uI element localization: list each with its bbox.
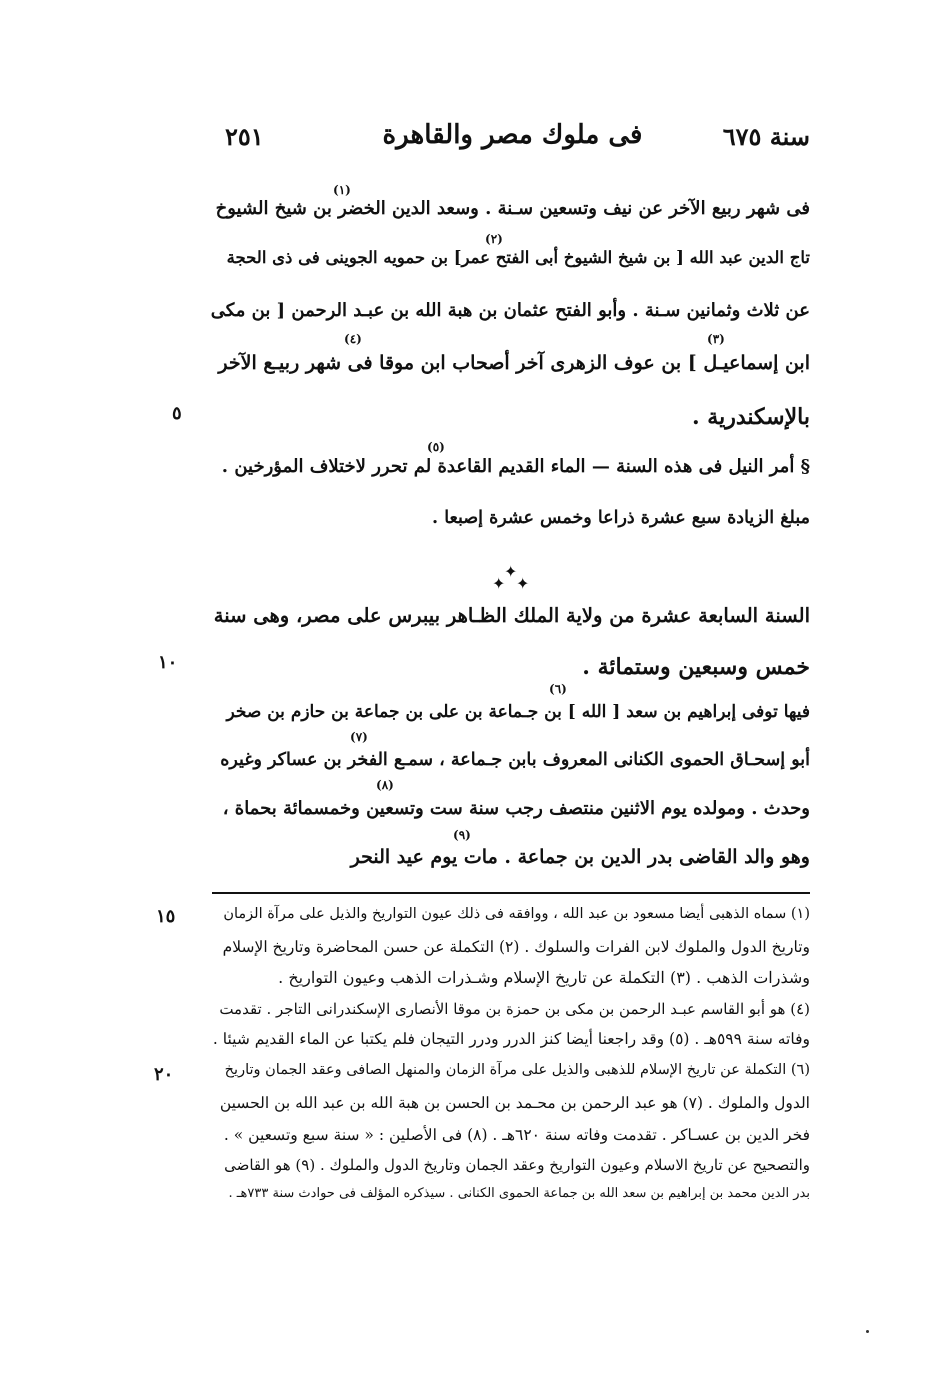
footnote-line: (١) سماه الذهبى أيضا مسعود بن عبد الله ، ووافقه فى ذلك عيون التواريخ والذيل على مرآة الزمان (223, 906, 810, 922)
footnote-line: فخر الدين بن عسـاكر . تقدمت وفاته سنة ٦٢٠هـ . (٨) فى الأصلين : « سنة سبع وتسعين » . (223, 1126, 810, 1144)
margin-line-number: ١٠ (158, 652, 178, 673)
footnote-line: الدول والملوك . (٧) هو عبد الرحمن بن محـمد بن الحسن بن هبة الله بن عبد الله بن الحسين (219, 1094, 810, 1112)
footnote-line: (٦) التكملة عن تاريخ الإسلام للذهبى والذيل على مرآة الزمان والمنهل الصافى وعقد الجمان وتاريخ (224, 1062, 810, 1078)
footnote-line: وشذرات الذهب . (٣) التكملة عن تاريخ الإسلام وشـذرات الذهب وعيون التواريخ . (278, 968, 810, 987)
footnote-separator (212, 892, 810, 894)
page-number: ٢٥١ (225, 122, 264, 151)
footnote-line: (٤) هو أبو القاسم عبـد الرحمن بن مكى بن حمزة بن موقا الأنصارى الإسكندرانى التاجر . تقدمت (219, 1000, 810, 1018)
scan-speck (866, 1330, 869, 1333)
footnote-ref: (٦) (549, 682, 567, 696)
body-line: بالإسكندرية . (691, 404, 810, 430)
footnote-line: والتصحيح عن تاريخ الاسلام وعيون التواريخ وعقد الجمان وتاريخ الدول والملوك . (٩) هو القاضى (224, 1156, 810, 1174)
body-line: فيها توفى إبراهيم بن سعد [ الله ] بن جـماعة بن على بن جماعة بن حازم بن صخر (226, 702, 810, 722)
footnote-ref: (١) (333, 183, 351, 197)
header-year: سنة ٦٧٥ (722, 122, 810, 151)
body-line: ابن إسماعيـل ] بن عوف الزهرى آخر أصحاب ابن موقا فى شهر ربيـع الآخر (218, 352, 810, 374)
footnote-ref: (٥) (427, 440, 445, 454)
section-ornament: ✦ ✦ ✦ (492, 562, 530, 593)
footnote-line: وتاريخ الدول والملوك لابن الفرات والسلوك . (٢) التكملة عن حسن المحاضرة وتاريخ الإسلام (222, 938, 810, 956)
body-line: عن ثلاث وثمانين سـنة . وأبو الفتح عثمان بن هبة الله بن عبـد الرحمن [ بن مكى (210, 300, 810, 321)
body-line: مبلغ الزيادة سبع عشرة ذراعا وخمس عشرة إصبعا . (432, 508, 810, 528)
margin-line-number: ٥ (172, 403, 182, 424)
section-heading-line: السنة السابعة عشرة من ولاية الملك الظـاهر بيبرس على مصر، وهى سنة (213, 604, 810, 627)
footnote-ref: (٧) (350, 730, 368, 744)
margin-line-number: ١٥ (156, 906, 176, 927)
body-line: خمس وسبعين وستمائة . (582, 654, 810, 680)
body-line: أبو إسحـاق الحموى الكنانى المعروف بابن جـماعة ، سمـع الفخر بن عساكر وغيره (220, 750, 810, 770)
footnote-ref: (٨) (376, 778, 394, 792)
header-title: فى ملوك مصر والقاهرة (382, 120, 643, 150)
body-line: وحدث . ومولده يوم الاثنين منتصف رجب سنة ست وتسعين وخمسمائة بحماة ، (222, 798, 810, 819)
footnote-ref: (٩) (453, 828, 471, 842)
body-line-nile: § أمر النيل فى هذه السنة — الماء القديم القاعدة لم تحرر لاختلاف المؤرخين . (221, 456, 810, 477)
footnote-line: بدر الدين محمد بن إبراهيم بن سعد الله بن جماعة الحموى الكنانى . سيذكره المؤلف فى حوادث سنة ٧٣٣هـ . (228, 1186, 810, 1201)
running-header (215, 118, 810, 158)
footnote-ref: (٤) (344, 332, 362, 346)
body-line: فى شهر ربيع الآخر عن نيف وتسعين سـنة . وسعد الدين الخضر بن شيخ الشيوخ (215, 198, 810, 219)
footnote-ref: (٢) (485, 232, 503, 246)
margin-line-number: ٢٠ (154, 1064, 174, 1085)
footnote-line: وفاته سنة ٥٩٩هـ . (٥) وقد راجعنا أيضا كنز الدرر ودرر التيجان فلم يكتبا عن الماء القديم شيئا . (212, 1030, 810, 1048)
body-line: تاج الدين عبد الله [ بن شيخ الشيوخ أبى الفتح عمر] بن حمويه الجوينى فى ذى الحجة (226, 248, 810, 267)
body-line: وهو والد القاضى بدر الدين بن جماعة . مات يوم عيد النحر (350, 846, 810, 868)
footnote-ref: (٣) (707, 332, 725, 346)
